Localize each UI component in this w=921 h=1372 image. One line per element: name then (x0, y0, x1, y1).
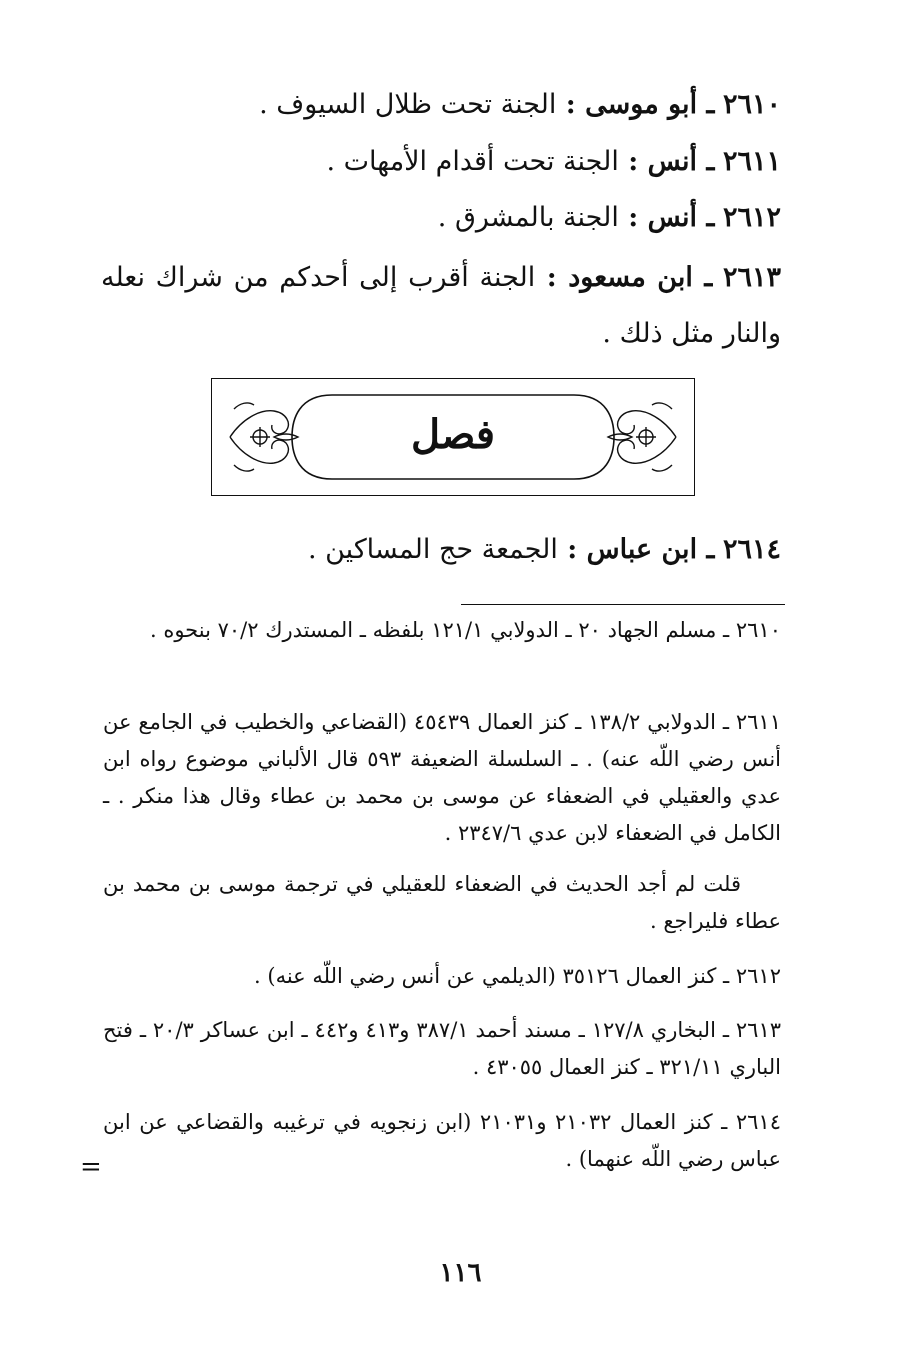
hadith-entry-2611: ٢٦١١ ـ أنس : الجنة تحت أقدام الأمهات . (326, 146, 781, 177)
entry-number: ٢٦١٢ (722, 202, 781, 233)
hadith-entry-2610: ٢٦١٠ ـ أبو موسى : الجنة تحت ظلال السيوف . (259, 89, 781, 120)
entry-number: ٢٦١٤ (722, 534, 781, 565)
page-number: ١١٦ (439, 1258, 482, 1288)
entry-text: الجنة تحت أقدام الأمهات . (326, 146, 619, 177)
footnote-2611: ٢٦١١ ـ الدولابي ١٣٨/٢ ـ كنز العمال ٤٥٤٣٩ (القضاعي والخطيب في الجامع عن أنس رضي اللّه عنه) . ـ السلسلة الضعيفة ٥٩٣ قال الألباني موضوع رواه ابن عدي والعقيلي في الضعفاء عن موسى بن محمد بن عطاء وقال هذا منكر . ـ الكامل في الضعفاء لابن عدي ٢٣٤٧/٦ . (103, 710, 782, 845)
entry-narrator: أنس (647, 146, 698, 177)
entry-narrator: ابن مسعود (568, 262, 693, 293)
entry-number: ٢٦١١ (722, 146, 781, 177)
entry-text: الجنة تحت ظلال السيوف . (259, 89, 557, 120)
entry-text: الجنة بالمشرق . (437, 202, 619, 233)
footnote-2610: ٢٦١٠ ـ مسلم الجهاد ٢٠ ـ الدولابي ١٢١/١ بلفظه ـ المستدرك ٧٠/٢ بنحوه . (149, 618, 781, 642)
section-header-box (211, 378, 695, 496)
hadith-entry-2613: ٢٦١٣ ـ ابن مسعود : الجنة أقرب إلى أحدكم من شراك نعله والنار مثل ذلك . (101, 262, 781, 349)
hadith-entry-2612: ٢٦١٢ ـ أنس : الجنة بالمشرق . (437, 202, 781, 233)
section-title: فصل (410, 411, 496, 458)
entry-number: ٢٦١٣ (722, 262, 781, 293)
entry-text: الجمعة حج المساكين . (307, 534, 558, 565)
hadith-entry-2614: ٢٦١٤ ـ ابن عباس : الجمعة حج المساكين . (307, 534, 781, 565)
footnote-2612: ٢٦١٢ ـ كنز العمال ٣٥١٢٦ (الديلمي عن أنس رضي اللّه عنه) . (254, 964, 781, 988)
footnote-divider (461, 604, 785, 605)
entry-number: ٢٦١٠ (722, 89, 781, 120)
footnote-2613: ٢٦١٣ ـ البخاري ١٢٧/٨ ـ مسند أحمد ٣٨٧/١ و٤١٣ و٤٤٢ ـ ابن عساكر ٢٠/٣ ـ فتح الباري ٣٢١/١١ ـ كنز العمال ٤٣٠٥٥ . (103, 1018, 782, 1079)
footnote-note: قلت لم أجد الحديث في الضعفاء للعقيلي في ترجمة موسى بن محمد بن عطاء فليراجع . (103, 872, 781, 933)
entry-narrator: أبو موسى (585, 89, 698, 120)
entry-narrator: ابن عباس (586, 534, 698, 565)
entry-narrator: أنس (647, 202, 698, 233)
continuation-mark: = (80, 1152, 102, 1182)
entry-text: الجنة أقرب إلى أحدكم من شراك نعله والنار مثل ذلك . (101, 262, 781, 349)
footnote-2614: ٢٦١٤ ـ كنز العمال ٢١٠٣٢ و٢١٠٣١ (ابن زنجويه في ترغيبه والقضاعي عن ابن عباس رضي اللّه عنهما) . (103, 1110, 781, 1171)
